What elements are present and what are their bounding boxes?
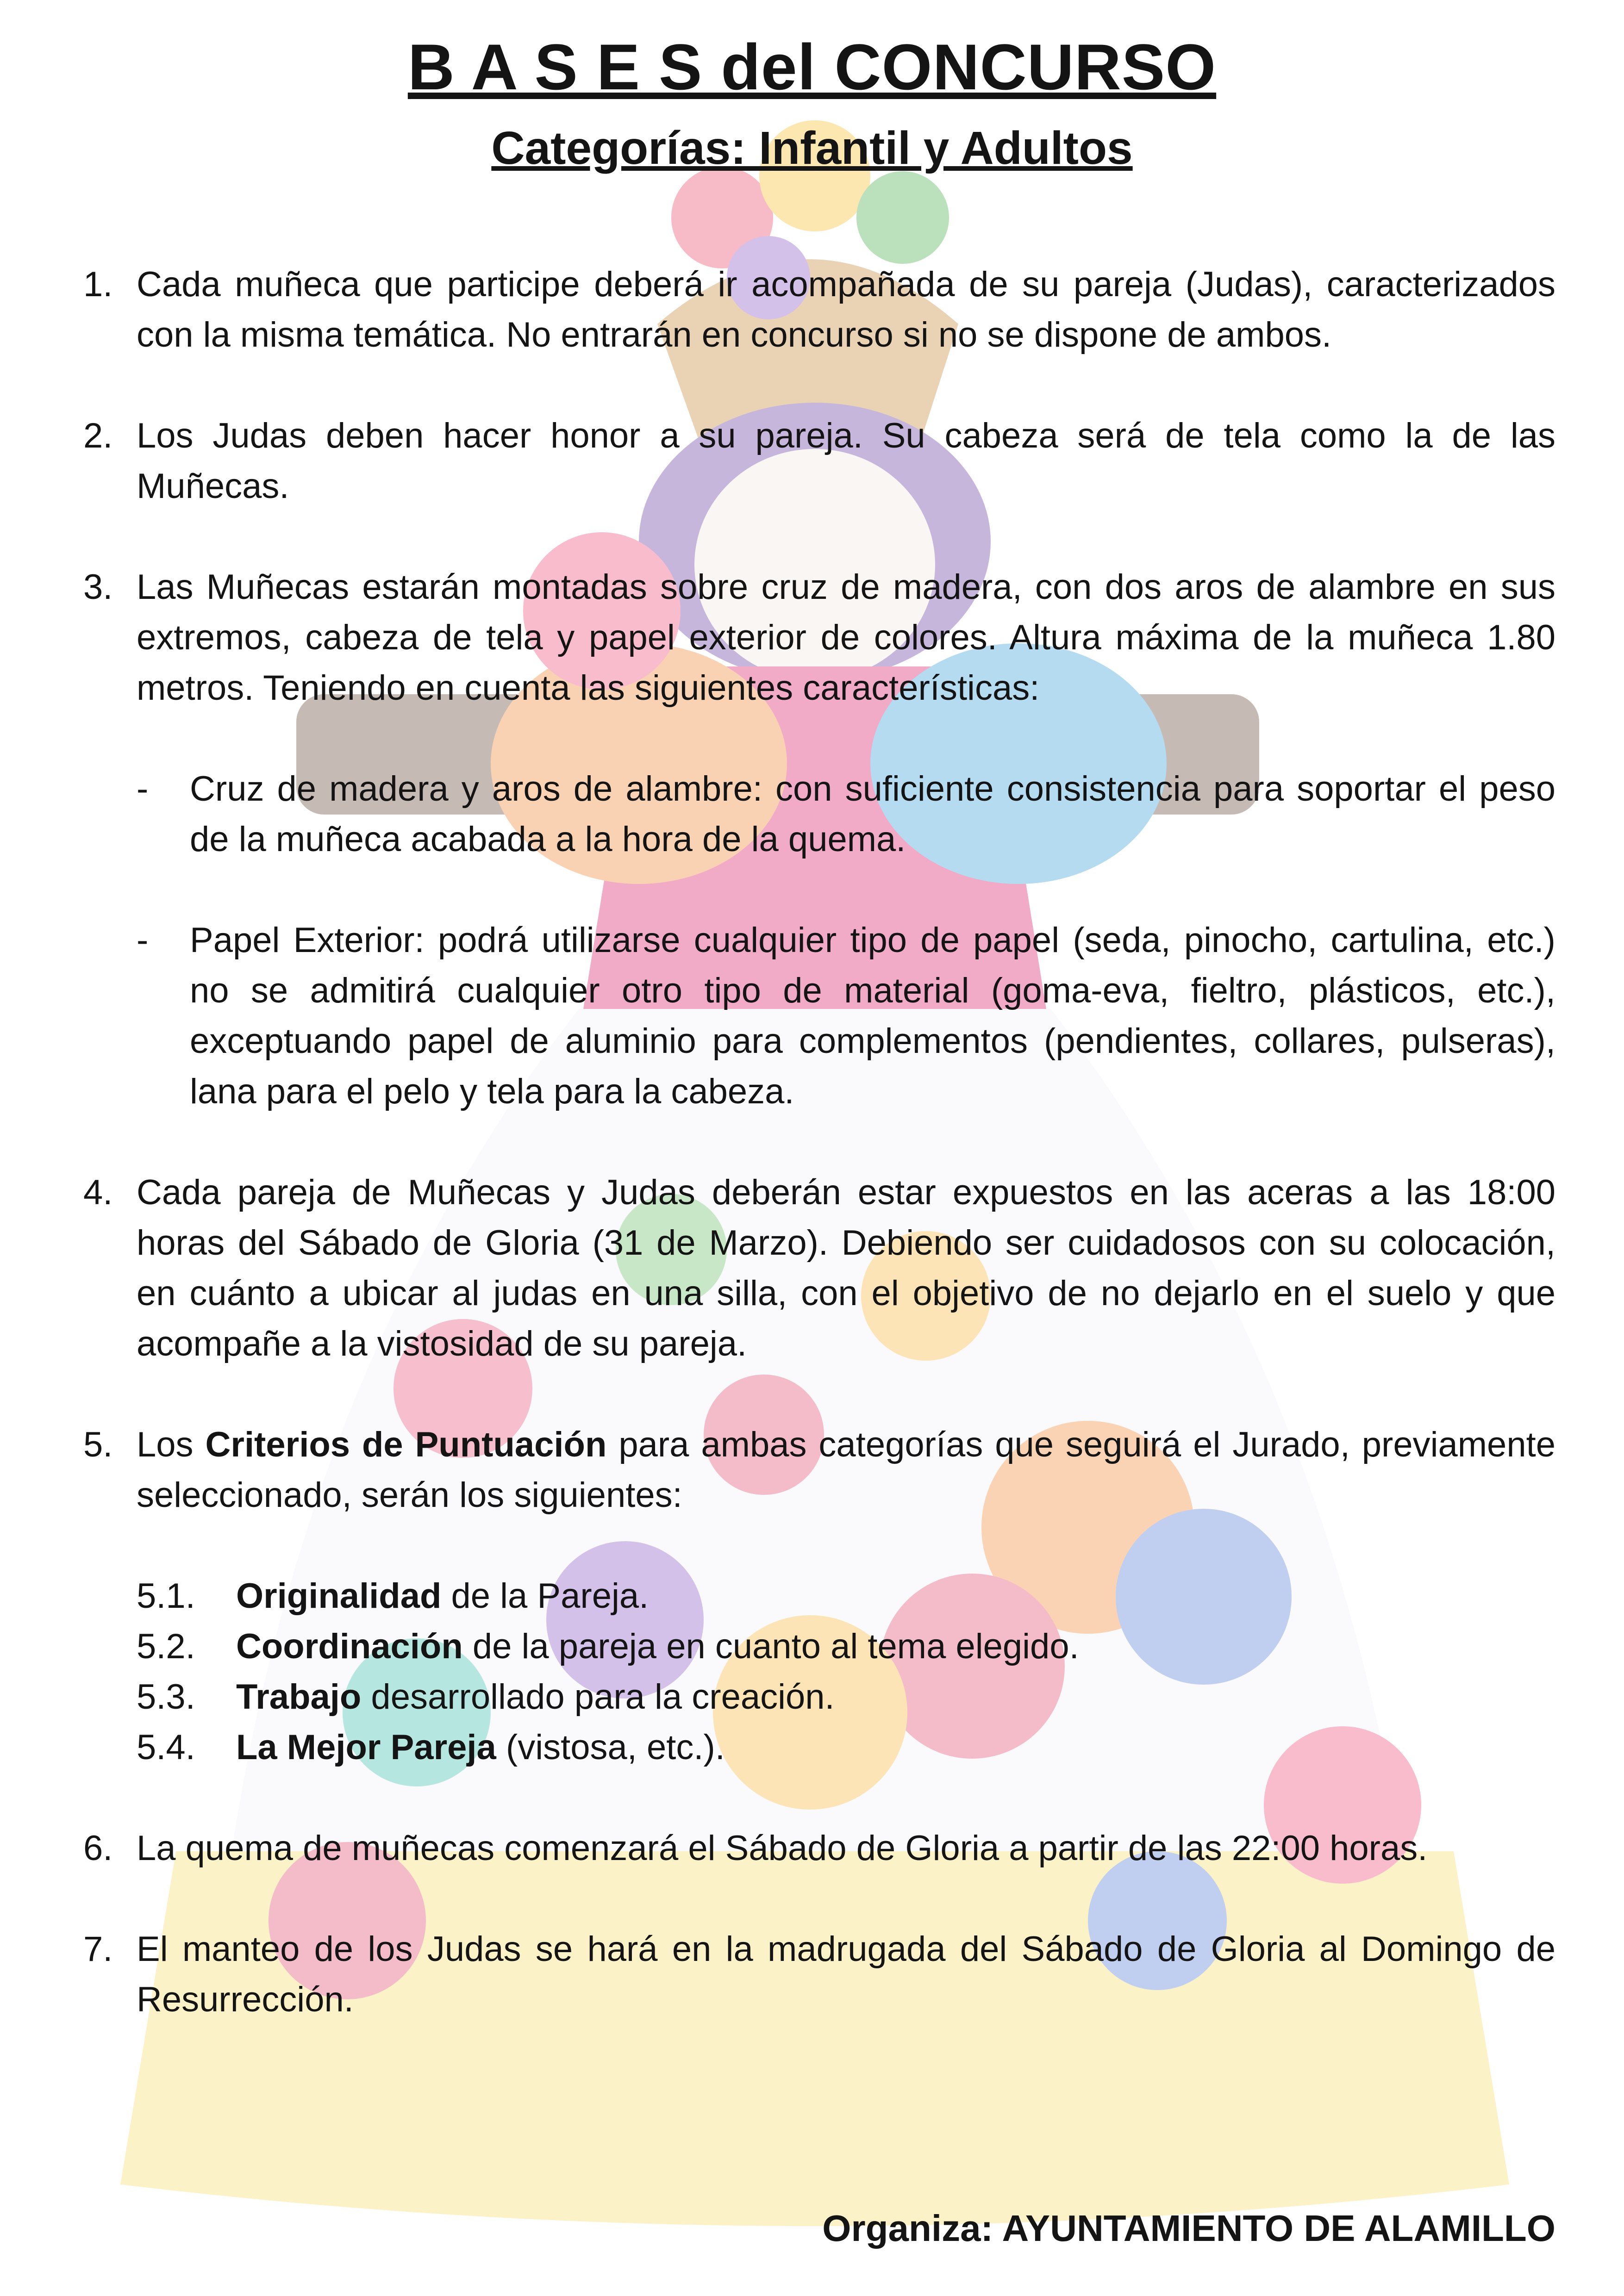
- document-title: B A S E S del CONCURSO: [407, 31, 1217, 103]
- criterion-rest: de la pareja en cuanto al tema elegido.: [462, 1627, 1079, 1666]
- dash-bullet: -: [137, 921, 149, 960]
- criterion-bold: Coordinación: [236, 1627, 463, 1666]
- subitem-cross: [137, 764, 1555, 865]
- criterion-number: 5.1.: [137, 1576, 195, 1616]
- rule-1: [83, 259, 1555, 360]
- criterion-rest: desarrollado para la creación.: [361, 1677, 835, 1717]
- rule-number: 3.: [83, 567, 113, 607]
- rule-2: [83, 411, 1555, 511]
- rule-text: Cada muñeca que participe deberá ir acompañada de su pareja (Judas), caracterizados con la misma temática. No entrarán en concurso si no se dispone de ambos.: [137, 265, 1555, 355]
- rule-number: 4.: [83, 1173, 113, 1212]
- rule-text-start: Los: [137, 1425, 206, 1464]
- criterion-bold: La Mejor Pareja: [236, 1728, 496, 1767]
- subitem-text: Papel Exterior: podrá utilizarse cualquier tipo de papel (seda, pinocho, cartulina, etc.) no se admitirá cualquier otro tipo de material (goma-eva, fieltro, plásticos, etc.), exceptuando papel de aluminio para complementos (pendientes, collares, pulseras), lana para el pelo y tela para la cabeza.: [190, 921, 1555, 1111]
- criterion-4: [137, 1722, 1555, 1773]
- criteria-list: [137, 1571, 1555, 1773]
- rule-5: [83, 1419, 1555, 1773]
- rule-text-end: para ambas categorías que seguirá el Jurado, previamente seleccionado, serán los siguientes:: [137, 1425, 1555, 1515]
- criterion-3: [137, 1672, 1555, 1722]
- subitem-paper: [137, 915, 1555, 1117]
- rule-3-subitems: [137, 764, 1555, 1117]
- criterion-number: 5.4.: [137, 1728, 195, 1767]
- criterion-rest: (vistosa, etc.).: [496, 1728, 725, 1767]
- rule-text: [137, 1419, 1555, 1520]
- rule-text: La quema de muñecas comenzará el Sábado de Gloria a partir de las 22:00 horas.: [137, 1829, 1428, 1868]
- rule-number: 2.: [83, 416, 113, 455]
- rule-text: Cada pareja de Muñecas y Judas deberán estar expuestos en las aceras a las 18:00 horas del Sábado de Gloria (31 de Marzo). Debiendo ser cuidadosos con su colocación, en cuánto a ubicar al judas en una silla, con el objetivo de no dejarlo en el suelo y que acompañe a la vistosidad de su pareja.: [137, 1173, 1555, 1363]
- criterion-number: 5.2.: [137, 1627, 195, 1666]
- rule-number: 1.: [83, 265, 113, 304]
- rule-7: [83, 1924, 1555, 2025]
- rule-6: [83, 1823, 1555, 1873]
- criterion-1: [137, 1571, 1555, 1621]
- rule-4: [83, 1167, 1555, 1369]
- criterion-2: [137, 1621, 1555, 1672]
- rule-text: Las Muñecas estarán montadas sobre cruz de madera, con dos aros de alambre en sus extremos, cabeza de tela y papel exterior de colores. Altura máxima de la muñeca 1.80 metros. Teniendo en cuenta las siguientes características:: [137, 567, 1555, 708]
- criterion-rest: de la Pareja.: [441, 1576, 649, 1616]
- rule-text: El manteo de los Judas se hará en la madrugada del Sábado de Gloria al Domingo de Resurrección.: [137, 1929, 1555, 2019]
- criterion-bold: Originalidad: [236, 1576, 442, 1616]
- subitem-text: Cruz de madera y aros de alambre: con suficiente consistencia para soportar el peso de la muñeca acabada a la hora de la quema.: [190, 769, 1555, 859]
- rule-text: Los Judas deben hacer honor a su pareja. Su cabeza será de tela como la de las Muñecas.: [137, 416, 1555, 506]
- rules-list: [83, 259, 1555, 2075]
- rule-number: 7.: [83, 1929, 113, 1969]
- organizer-footer: Organiza: AYUNTAMIENTO DE ALAMILLO: [822, 2208, 1555, 2249]
- dash-bullet: -: [137, 769, 149, 809]
- rule-number: 6.: [83, 1829, 113, 1868]
- rule-text-bold: Criterios de Puntuación: [205, 1425, 607, 1464]
- document-subtitle: Categorías: Infantil y Adultos: [491, 122, 1133, 174]
- criterion-bold: Trabajo: [236, 1677, 362, 1717]
- criterion-number: 5.3.: [137, 1677, 195, 1717]
- rule-3: [83, 562, 1555, 1117]
- rule-number: 5.: [83, 1425, 113, 1464]
